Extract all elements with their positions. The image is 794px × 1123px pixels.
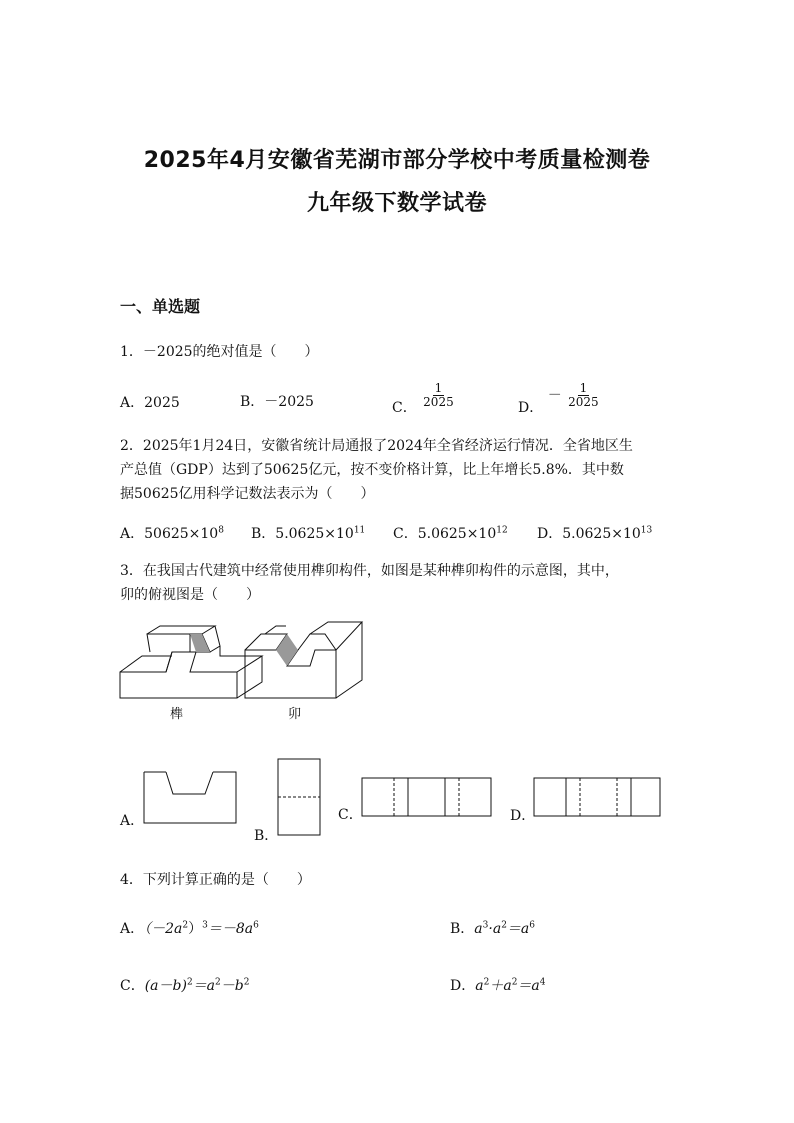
question-1 <box>120 340 319 364</box>
q1-option-d[interactable] <box>518 381 601 416</box>
q3-option-b-label[interactable]: B． <box>254 828 279 844</box>
q2-option-b[interactable]: B．$5.0625\times 10^{11}$ <box>251 525 366 542</box>
question-text-line1: 在我国古代建筑中经常使用榫卯构件，如图是某种榫卯构件的示意图，其中， <box>142 563 619 579</box>
mortise-label: 卯 <box>288 707 302 722</box>
option-text: －2025 <box>264 394 314 410</box>
q4-option-a[interactable]: A．$(-2a^2)^3=-8a^6$ <box>120 920 259 937</box>
question-number: 2． <box>120 438 143 454</box>
option-label: B． <box>240 394 265 410</box>
option-label: D． <box>537 526 563 542</box>
option-label: A． <box>120 395 145 411</box>
question-text-line1: 2025年1月24日，安徽省统计局通报了2024年全省经济运行情况．全省地区生 <box>142 438 633 454</box>
q3-option-c-figure[interactable] <box>361 777 493 819</box>
question-4 <box>120 868 311 892</box>
q1-option-b[interactable] <box>240 391 314 411</box>
option-label: D． <box>450 978 476 994</box>
q4-option-d[interactable]: D．$a^2+a^2=a^4$ <box>450 977 546 994</box>
tenon-label: 榫 <box>170 707 184 722</box>
tenon-shaded-side <box>190 634 210 652</box>
q2-option-d[interactable]: D．$5.0625\times 10^{13}$ <box>537 525 653 542</box>
q4-option-b[interactable]: B．$a^3\cdot a^2=a^6$ <box>450 920 536 937</box>
section-heading: 一、单选题 <box>120 297 201 316</box>
mortise-tenon-figure <box>110 620 380 730</box>
fraction: $\frac{1}{2025}$ <box>423 381 454 409</box>
question-number: 3． <box>120 563 143 579</box>
q3-option-a-label[interactable]: A． <box>120 813 145 829</box>
q4-option-c[interactable]: C．$(a-b)^2=a^2-b^2$ <box>120 977 250 994</box>
fraction: $\frac{1}{2025}$ <box>568 381 599 409</box>
option-label: B． <box>450 921 475 937</box>
q3-option-c-label[interactable]: C． <box>338 807 363 823</box>
q3-option-a-figure[interactable] <box>143 771 239 825</box>
option-label: C． <box>392 399 417 416</box>
question-2 <box>120 434 680 506</box>
question-text-line2: 卯的俯视图是（ ） <box>120 587 260 603</box>
q2-option-a[interactable]: A．$50625\times 10^8$ <box>120 525 224 542</box>
option-label: C． <box>393 526 418 542</box>
question-number: 4． <box>120 872 143 888</box>
mortise-block <box>245 622 362 698</box>
option-label: D． <box>518 399 544 416</box>
question-text-line2: 产总值（GDP）达到了50625亿元，按不变价格计算，比上年增长5.8%．其中数 <box>120 462 624 478</box>
question-text-line3: 据50625亿用科学记数法表示为（ ） <box>120 486 375 502</box>
option-label: A． <box>120 526 145 542</box>
option-text: 2025 <box>144 395 180 411</box>
document-title-line1: 2025年4月安徽省芜湖市部分学校中考质量检测卷 <box>143 148 651 173</box>
question-number: 1． <box>120 344 143 360</box>
q3-option-d-label[interactable]: D． <box>510 808 536 824</box>
question-stem: －2025的绝对值是（ ） <box>142 344 319 360</box>
option-label: C． <box>120 978 145 994</box>
q1-option-c[interactable] <box>392 381 456 416</box>
option-label: A． <box>120 921 145 937</box>
option-label: B． <box>251 526 276 542</box>
q3-option-b-figure[interactable] <box>277 758 323 838</box>
question-stem: 下列计算正确的是（ ） <box>142 872 311 888</box>
q1-option-a[interactable] <box>120 392 180 412</box>
minus-sign: － <box>547 387 562 404</box>
mortise-shaded-side <box>276 634 298 666</box>
question-3 <box>120 559 680 607</box>
q2-option-c[interactable]: C．$5.0625\times 10^{12}$ <box>393 525 508 542</box>
document-title-line2: 九年级下数学试卷 <box>306 191 487 216</box>
q3-option-d-figure[interactable] <box>533 777 663 819</box>
